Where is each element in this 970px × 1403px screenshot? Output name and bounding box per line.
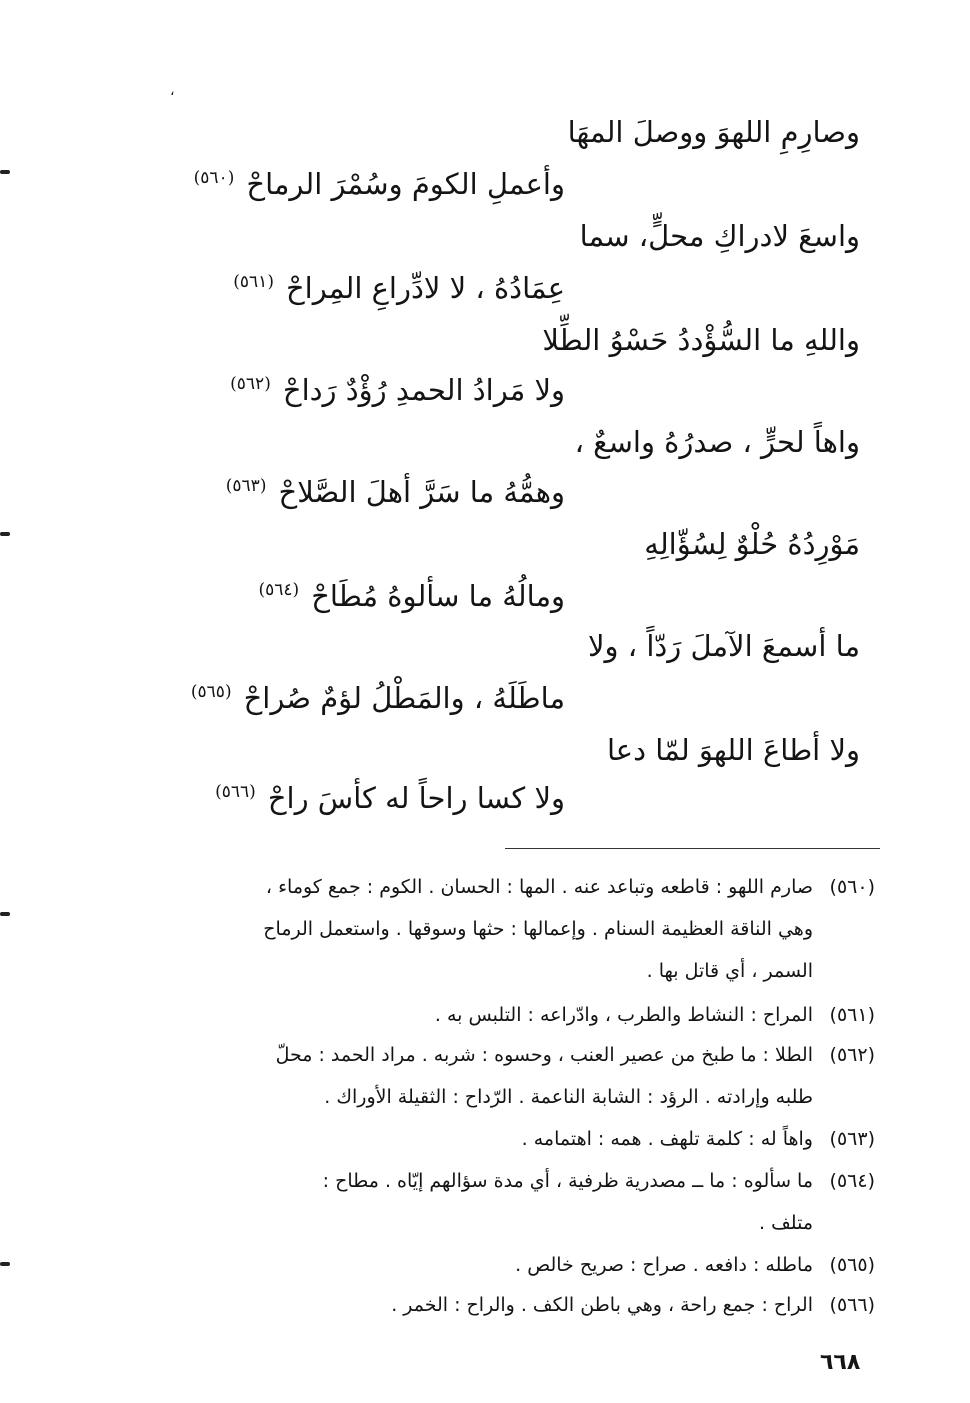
verse-second-hemistich bbox=[233, 266, 565, 310]
footnote-line: الطلا : ما طبخ من عصير العنب ، وحسوه : شربه . مراد الحمد : محلّ bbox=[275, 1044, 813, 1066]
footnote-line: واهاً له : كلمة تلهف . همه : اهتمامه . bbox=[521, 1128, 813, 1150]
footnote-line: ما سألوه : ما ــ مصدرية ظرفية ، أي مدة سؤالهم إيّاه . مطاح : bbox=[322, 1170, 813, 1192]
footnote-line: وهي الناقة العظيمة السنام . وإعمالها : حثها وسوقها . واستعمل الرماح bbox=[263, 918, 813, 940]
verse-first-hemistich: ما أسمعَ الآملَ رَدّاً ، ولا bbox=[588, 629, 860, 663]
footnote-number: (٥٦٣) bbox=[829, 1128, 875, 1150]
verse-second-hemistich bbox=[230, 368, 565, 412]
footnote bbox=[130, 866, 875, 992]
footnote bbox=[130, 1284, 875, 1326]
footnote-line: السمر ، أي قاتل بها . bbox=[646, 960, 813, 982]
footnote-number: (٥٦٤) bbox=[829, 1170, 875, 1192]
edge-mark bbox=[0, 532, 10, 536]
footnote-line: متلف . bbox=[759, 1212, 813, 1234]
verse-first-hemistich: واسعَ لادراكِ محلٍّ، سما bbox=[579, 219, 860, 253]
verse-first-hemistich: واهاً لحرٍّ ، صدرُهُ واسعٌ ، bbox=[574, 425, 860, 459]
verse-text: ماطَلَهُ ، والمَطْلُ لؤمٌ صُراحْ bbox=[243, 681, 565, 715]
page-number: ٦٦٨ bbox=[820, 1350, 861, 1375]
verse-second-hemistich bbox=[191, 676, 565, 720]
footnote-divider bbox=[505, 848, 880, 849]
footnote bbox=[130, 1034, 875, 1118]
verse-first-hemistich: ولا أطاعَ اللهوَ لمّا دعا bbox=[606, 733, 860, 767]
footnote-line: الراح : جمع راحة ، وهي باطن الكف . والراح : الخمر . bbox=[391, 1294, 813, 1316]
edge-mark bbox=[0, 912, 10, 916]
verse-text: وهمُّهُ ما سَرَّ أهلَ الصَّلاحْ bbox=[278, 475, 565, 509]
verse-number: (٥٦٦) bbox=[215, 782, 256, 802]
stray-mark: ، bbox=[170, 83, 175, 99]
footnote bbox=[130, 1118, 875, 1160]
footnote-line: طلبه وإرادته . الرؤد : الشابة الناعمة . الرّداح : الثقيلة الأوراك . bbox=[324, 1086, 813, 1108]
verse-number: (٥٦٢) bbox=[230, 374, 271, 394]
footnote-number: (٥٦٦) bbox=[829, 1294, 875, 1316]
verse-number: (٥٦٠) bbox=[193, 168, 235, 188]
edge-mark bbox=[0, 1262, 10, 1266]
verse-second-hemistich bbox=[215, 776, 565, 820]
footnote-number: (٥٦٢) bbox=[829, 1044, 875, 1066]
verse-number: (٥٦٣) bbox=[225, 476, 267, 496]
footnote-number: (٥٦٠) bbox=[829, 876, 875, 898]
footnote-number: (٥٦١) bbox=[829, 1004, 875, 1026]
verse-number: (٥٦١) bbox=[233, 272, 274, 292]
verse-text: عِمَادُهُ ، لا لادِّراعِ المِراحْ bbox=[285, 271, 565, 305]
verse-first-hemistich: وصارِمِ اللهوَ ووصلَ المهَا bbox=[567, 115, 860, 149]
verse-second-hemistich bbox=[259, 574, 566, 618]
footnote bbox=[130, 994, 875, 1036]
footnote-line: صارم اللهو : قاطعه وتباعد عنه . المها : الحسان . الكوم : جمع كوماء ، bbox=[265, 876, 813, 898]
verse-text: ولا كسا راحاً له كأسَ راحْ bbox=[267, 781, 565, 815]
verse-number: (٥٦٤) bbox=[258, 580, 300, 600]
footnote bbox=[130, 1160, 875, 1244]
verse-number: (٥٦٥) bbox=[190, 682, 232, 702]
verse-first-hemistich: مَوْرِدُهُ حُلْوٌ لِسُؤّالِهِ bbox=[644, 527, 860, 561]
footnote-number: (٥٦٥) bbox=[829, 1254, 875, 1276]
verse-text: وأعملِ الكومَ وسُمْرَ الرماحْ bbox=[246, 167, 565, 201]
footnote bbox=[130, 1244, 875, 1286]
verse-second-hemistich bbox=[194, 162, 565, 206]
footnote-line: المراح : النشاط والطرب ، وادّراعه : التلبس به . bbox=[434, 1004, 813, 1026]
verse-first-hemistich: واللهِ ما السُّؤْددُ حَسْوُ الطِّلا bbox=[542, 323, 860, 357]
verse-text: ولا مَرادُ الحمدِ رُؤْدٌ رَداحْ bbox=[282, 373, 565, 407]
edge-mark bbox=[0, 170, 10, 174]
verse-text: ومالُهُ ما سألوهُ مُطَاحْ bbox=[311, 579, 565, 613]
verse-second-hemistich bbox=[226, 470, 565, 514]
footnote-line: ماطله : دافعه . صراح : صريح خالص . bbox=[515, 1254, 813, 1276]
